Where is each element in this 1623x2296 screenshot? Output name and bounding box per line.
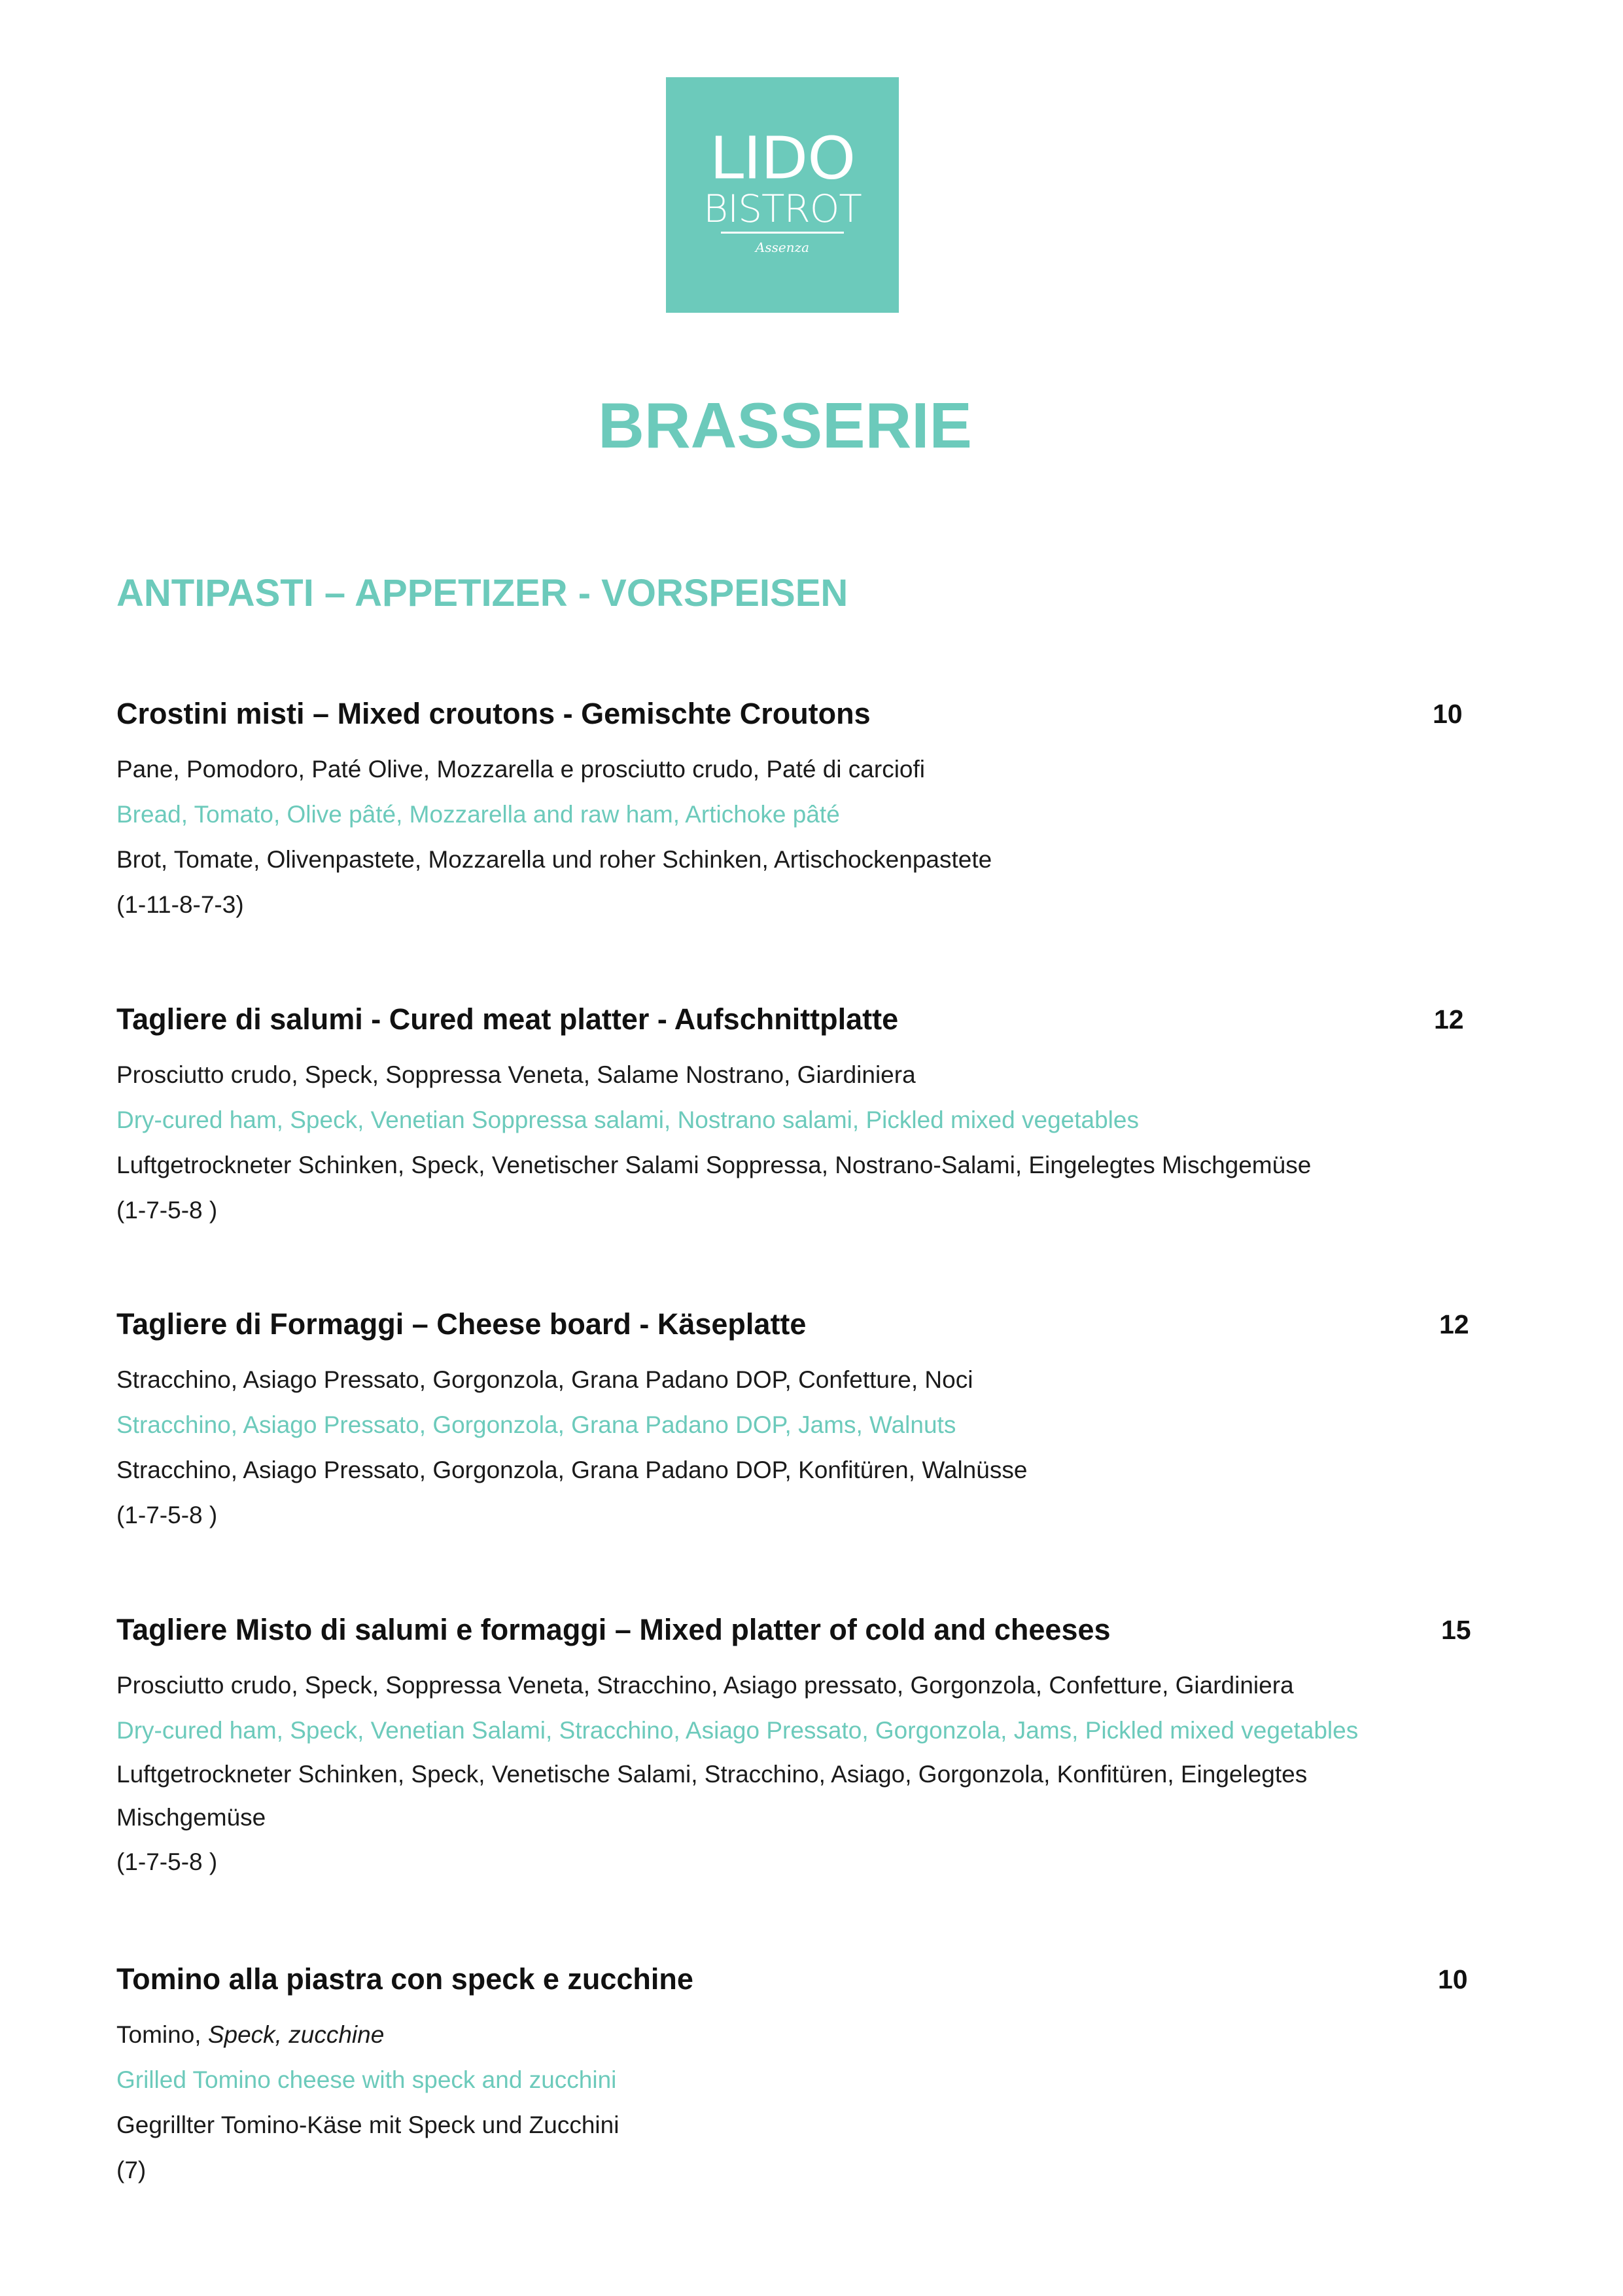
item-description-en: Dry-cured ham, Speck, Venetian Salami, Stracchino, Asiago Pressato, Gorgonzola, Jams, Pickled mixed vegetables (116, 1717, 1359, 1744)
menu-item (116, 696, 1484, 927)
item-price: 15 (1441, 1615, 1471, 1645)
item-price: 10 (1433, 699, 1463, 729)
item-title (116, 1612, 1484, 1648)
item-title-text: Tomino alla piastra con speck e zucchine (116, 1962, 693, 1996)
page-title: BRASSERIE (598, 389, 972, 461)
item-title (116, 1306, 1484, 1343)
item-description-en: Bread, Tomato, Olive pâté, Mozzarella and raw ham, Artichoke pâté (116, 801, 840, 828)
item-description-de-cont: Mischgemüse (116, 1804, 266, 1831)
item-title (116, 1001, 1484, 1038)
item-allergens: (1-7-5-8 ) (116, 1502, 218, 1528)
item-allergens: (1-7-5-8 ) (116, 1848, 218, 1875)
item-allergens: (7) (116, 2157, 147, 2183)
logo-line-bistrot: BISTROT (703, 186, 862, 231)
item-description-it-italic: Speck, zucchine (207, 2021, 385, 2048)
item-title (116, 1961, 1484, 1998)
menu-item (116, 1001, 1484, 1233)
item-description-it-prefix: Tomino, (116, 2021, 208, 2048)
logo (666, 77, 899, 313)
item-description-it: Pane, Pomodoro, Paté Olive, Mozzarella e prosciutto crudo, Paté di carciofi (116, 756, 925, 783)
section-title: ANTIPASTI – APPETIZER - VORSPEISEN (116, 572, 848, 614)
menu-item (116, 1306, 1484, 1538)
item-allergens: (1-7-5-8 ) (116, 1197, 218, 1224)
item-title-text: Crostini misti – Mixed croutons - Gemischte Croutons (116, 697, 871, 730)
logo-tagline: Assenza (755, 239, 810, 255)
item-price: 12 (1434, 1004, 1464, 1034)
item-description-de: Gegrillter Tomino-Käse mit Speck und Zucchini (116, 2111, 620, 2138)
item-description-it (116, 2012, 1484, 2057)
logo-divider (721, 232, 844, 234)
item-title-text: Tagliere di salumi - Cured meat platter - Aufschnittplatte (116, 1002, 899, 1036)
logo-line-lido: LIDO (709, 124, 856, 193)
item-title-text: Tagliere Misto di salumi e formaggi – Mixed platter of cold and cheeses (116, 1613, 1111, 1646)
item-description-de: Brot, Tomate, Olivenpastete, Mozzarella und roher Schinken, Artischockenpastete (116, 846, 992, 873)
item-title-text: Tagliere di Formaggi – Cheese board - Käseplatte (116, 1307, 807, 1341)
item-description-de: Luftgetrockneter Schinken, Speck, Venetischer Salami Soppressa, Nostrano-Salami, Eingelegtes Mischgemüse (116, 1152, 1312, 1178)
item-price: 10 (1438, 1964, 1468, 1994)
item-title (116, 696, 1484, 732)
menu-item (116, 1961, 1484, 2193)
item-description-it: Prosciutto crudo, Speck, Soppressa Veneta, Salame Nostrano, Giardiniera (116, 1061, 916, 1088)
item-description-en: Dry-cured ham, Speck, Venetian Soppressa salami, Nostrano salami, Pickled mixed vegetables (116, 1106, 1139, 1133)
item-description-de: Luftgetrockneter Schinken, Speck, Venetische Salami, Stracchino, Asiago, Gorgonzola, Konfitüren, Eingelegtes (116, 1761, 1308, 1788)
item-description-de: Stracchino, Asiago Pressato, Gorgonzola, Grana Padano DOP, Konfitüren, Walnüsse (116, 1457, 1028, 1483)
menu-item (116, 1612, 1484, 1884)
item-description-it: Prosciutto crudo, Speck, Soppressa Veneta, Stracchino, Asiago pressato, Gorgonzola, Confetture, Giardiniera (116, 1672, 1294, 1699)
item-allergens: (1-11-8-7-3) (116, 891, 244, 918)
item-description-en: Stracchino, Asiago Pressato, Gorgonzola, Grana Padano DOP, Jams, Walnuts (116, 1411, 956, 1438)
item-description-en: Grilled Tomino cheese with speck and zucchini (116, 2066, 617, 2093)
item-price: 12 (1439, 1309, 1469, 1339)
item-description-it: Stracchino, Asiago Pressato, Gorgonzola, Grana Padano DOP, Confetture, Noci (116, 1366, 973, 1393)
